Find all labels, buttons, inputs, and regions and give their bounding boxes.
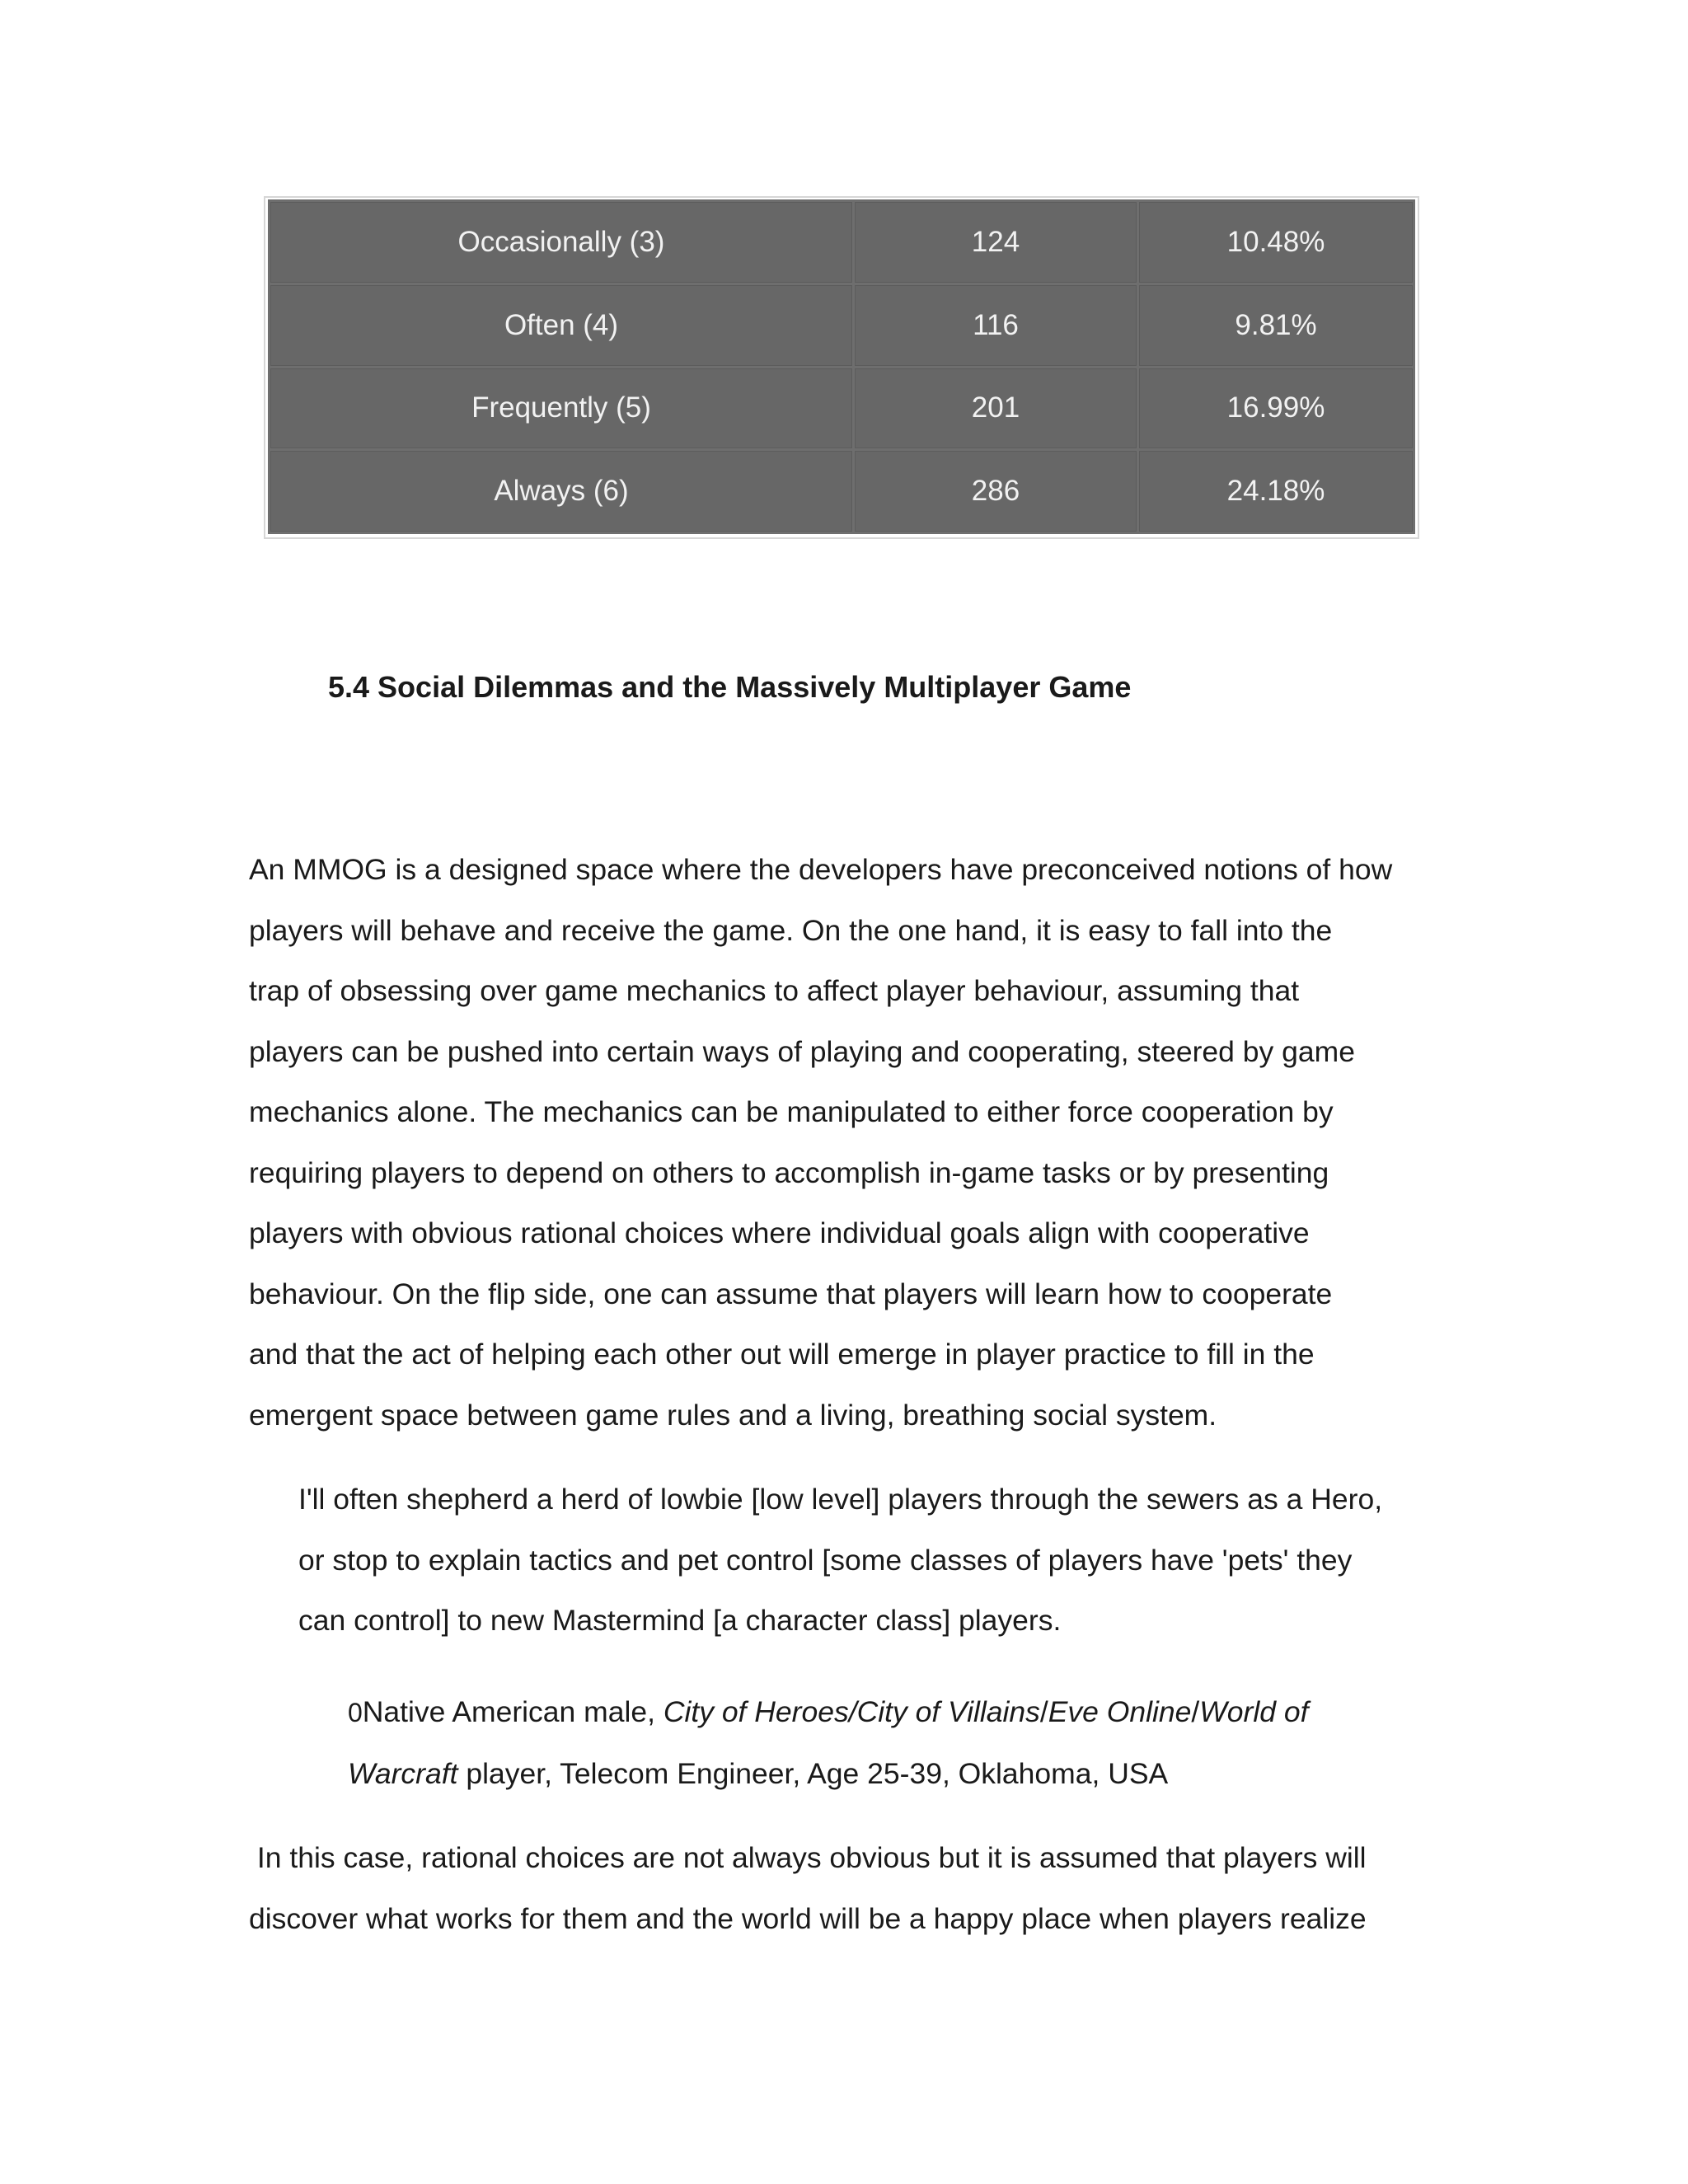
text-line: discover what works for them and the world will be a happy place when players realize [249, 1901, 1367, 1935]
body-paragraph [249, 1828, 1452, 1949]
game-title: World of [1199, 1695, 1309, 1728]
game-title: Warcraft [348, 1756, 458, 1790]
attribution-line [348, 1682, 1444, 1744]
table-cell-percent: 16.99% [1139, 368, 1413, 449]
text-line: In this case, rational choices are not always obvious but it is assumed that players will [249, 1841, 1367, 1874]
attribution-suffix: player, Telecom Engineer, Age 25-39, Oklahoma, USA [457, 1756, 1169, 1790]
game-title: City of Heroes/City of Villains [663, 1695, 1040, 1728]
separator: / [1191, 1695, 1200, 1728]
table-row [270, 451, 1413, 532]
attribution-line [348, 1744, 1444, 1805]
text-line: trap of obsessing over game mechanics to affect player behaviour, assuming that [249, 974, 1300, 1007]
quote-line: can control] to new Mastermind [a character class] players. [298, 1604, 1062, 1637]
text-line: and that the act of helping each other out will emerge in player practice to fill in the [249, 1338, 1315, 1371]
separator: / [1039, 1695, 1048, 1728]
text-line: emergent space between game rules and a living, breathing social system. [249, 1398, 1217, 1432]
table-cell-count: 124 [855, 202, 1137, 283]
quote-line: or stop to explain tactics and pet control [some classes of players have 'pets' they [298, 1543, 1353, 1577]
interview-quote [298, 1469, 1461, 1652]
frequency-table [264, 196, 1419, 539]
text-line: An MMOG is a designed space where the developers have preconceived notions of how [249, 853, 1393, 886]
text-line: behaviour. On the flip side, one can assume that players will learn how to cooperate [249, 1277, 1333, 1310]
table-cell-label: Occasionally (3) [270, 202, 852, 283]
table-cell-count: 201 [855, 368, 1137, 449]
table-cell-percent: 10.48% [1139, 202, 1413, 283]
frequency-table-grid [268, 199, 1415, 534]
section-heading: 5.4 Social Dilemmas and the Massively Multiplayer Game [328, 670, 1132, 704]
table-cell-percent: 9.81% [1139, 285, 1413, 366]
table-row [270, 368, 1413, 449]
footnote-marker: 0 [348, 1698, 363, 1727]
text-line: requiring players to depend on others to accomplish in-game tasks or by presenting [249, 1155, 1329, 1189]
table-cell-label: Frequently (5) [270, 368, 852, 449]
table-cell-label: Often (4) [270, 285, 852, 366]
body-paragraph [249, 840, 1452, 1446]
table-cell-percent: 24.18% [1139, 451, 1413, 532]
text-line: mechanics alone. The mechanics can be manipulated to either force cooperation by [249, 1095, 1334, 1128]
attribution-prefix: Native American male, [362, 1695, 663, 1728]
table-cell-count: 286 [855, 451, 1137, 532]
text-line: players will behave and receive the game. On the one hand, it is easy to fall into the [249, 913, 1333, 947]
text-line: players can be pushed into certain ways of playing and cooperating, steered by game [249, 1034, 1355, 1068]
text-line: players with obvious rational choices where individual goals align with cooperative [249, 1216, 1310, 1249]
quote-line: I'll often shepherd a herd of lowbie [low level] players through the sewers as a Hero, [298, 1483, 1383, 1516]
table-cell-label: Always (6) [270, 451, 852, 532]
table-row [270, 202, 1413, 283]
quote-attribution [348, 1682, 1444, 1804]
table-row [270, 285, 1413, 366]
game-title: Eve Online [1048, 1695, 1192, 1728]
table-cell-count: 116 [855, 285, 1137, 366]
